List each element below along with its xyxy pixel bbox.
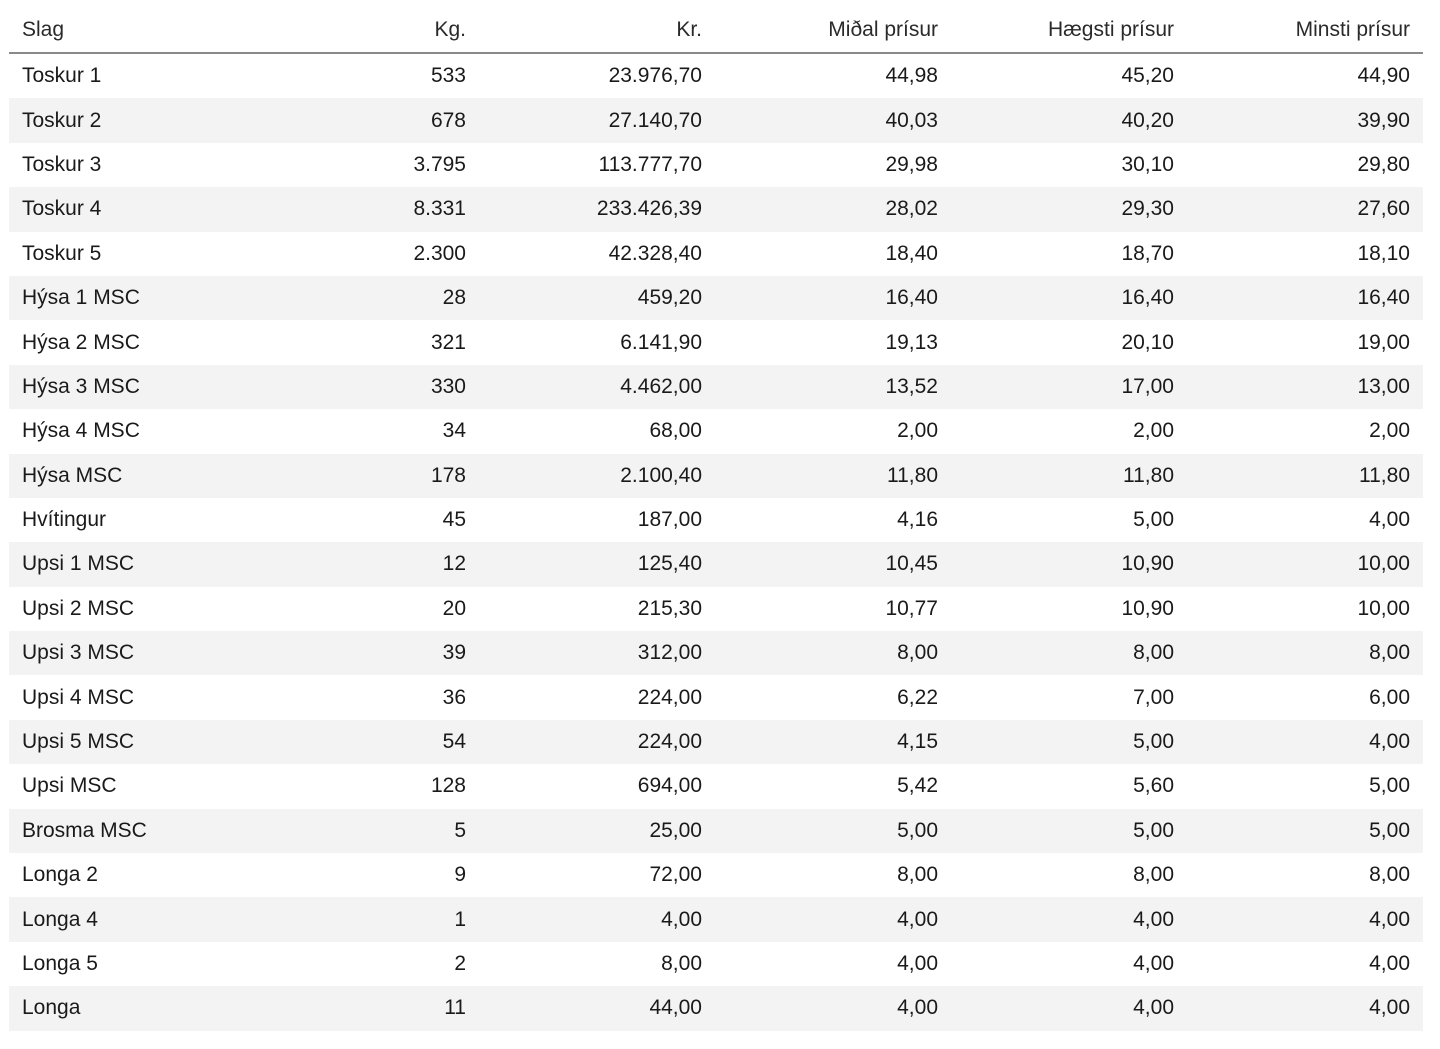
cell-haegsti-prisur: 4,00: [1133, 952, 1174, 975]
column-header-kg: Kg.: [249, 8, 479, 53]
table-header: [9, 8, 1423, 53]
cell-kr: 233.426,39: [479, 187, 715, 231]
column-header-midal-prisur: Miðal prísur: [715, 8, 951, 53]
cell-kr: 4,00: [479, 897, 715, 941]
cell-minsti-prisur: 29,80: [1357, 152, 1410, 176]
table-row: [9, 320, 1423, 364]
cell-kg: 39: [249, 631, 479, 675]
cell-kr: 215,30: [637, 596, 702, 620]
cell-kg: 45: [442, 508, 466, 532]
cell-haegsti-prisur: 5,60: [1133, 774, 1174, 798]
cell-midal-prisur: 5,00: [715, 809, 951, 853]
cell-kr: 125,40: [479, 542, 715, 586]
cell-slag: Hýsa 1 MSC: [9, 276, 249, 320]
cell-kg: 9: [454, 863, 466, 887]
cell-slag: Hýsa MSC: [9, 454, 249, 498]
cell-kg: 321: [430, 330, 466, 354]
cell-kg: 178: [249, 454, 479, 498]
cell-minsti-prisur: 8,00: [1187, 631, 1423, 675]
cell-kg: 11: [249, 986, 479, 1030]
cell-kg: 2: [454, 952, 466, 975]
cell-kr: 224,00: [479, 720, 715, 764]
cell-haegsti-prisur: 5,00: [951, 809, 1187, 853]
cell-kr: 459,20: [479, 276, 715, 320]
cell-minsti-prisur: 5,00: [1369, 774, 1410, 798]
cell-slag: Toskur 1: [22, 64, 102, 88]
cell-kg: 1: [249, 897, 479, 941]
cell-slag: Upsi 3 MSC: [9, 631, 249, 675]
cell-haegsti-prisur: 16,40: [951, 276, 1187, 320]
cell-slag: Hýsa 4 MSC: [22, 419, 140, 443]
price-table-container: [9, 8, 1423, 1031]
cell-minsti-prisur: 2,00: [1369, 419, 1410, 443]
cell-midal-prisur: 4,00: [715, 986, 951, 1030]
cell-slag: Upsi 1 MSC: [9, 542, 249, 586]
cell-kg: 34: [442, 419, 466, 443]
cell-haegsti-prisur: 2,00: [1133, 419, 1174, 443]
price-table: [9, 8, 1423, 1031]
cell-haegsti-prisur: 4,00: [951, 986, 1187, 1030]
table-row: [9, 631, 1423, 675]
cell-slag: Hvítingur: [22, 508, 107, 532]
cell-kr: 187,00: [637, 508, 702, 532]
cell-midal-prisur: 4,16: [897, 508, 938, 532]
table-row: [9, 409, 1423, 453]
table-row: [9, 942, 1423, 986]
cell-midal-prisur: 5,42: [897, 774, 938, 798]
cell-slag: Longa 5: [22, 952, 98, 975]
cell-midal-prisur: 28,02: [715, 187, 951, 231]
column-header-minsti-prisur: Minsti prísur: [1187, 8, 1423, 53]
cell-kg: 5: [249, 809, 479, 853]
cell-minsti-prisur: 44,90: [1357, 64, 1410, 88]
cell-kg: 2.300: [413, 241, 466, 265]
cell-minsti-prisur: 4,00: [1187, 897, 1423, 941]
table-row: [9, 587, 1423, 631]
cell-haegsti-prisur: 5,00: [951, 720, 1187, 764]
cell-minsti-prisur: 10,00: [1357, 596, 1410, 620]
cell-midal-prisur: 2,00: [897, 419, 938, 443]
table-row: [9, 764, 1423, 808]
table-row: [9, 986, 1423, 1030]
cell-midal-prisur: 4,15: [715, 720, 951, 764]
cell-haegsti-prisur: 7,00: [1133, 685, 1174, 709]
cell-slag: Upsi 4 MSC: [22, 685, 135, 709]
table-row: [9, 675, 1423, 719]
cell-minsti-prisur: 16,40: [1187, 276, 1423, 320]
cell-midal-prisur: 4,00: [897, 952, 938, 975]
cell-kr: 6.141,90: [620, 330, 702, 354]
cell-slag: Upsi MSC: [22, 774, 117, 798]
cell-kg: 678: [249, 98, 479, 142]
cell-haegsti-prisur: 10,90: [1121, 596, 1174, 620]
cell-kr: 27.140,70: [479, 98, 715, 142]
cell-kr: 72,00: [649, 863, 702, 887]
cell-haegsti-prisur: 29,30: [951, 187, 1187, 231]
cell-minsti-prisur: 6,00: [1369, 685, 1410, 709]
table-row: [9, 276, 1423, 320]
table-row: [9, 720, 1423, 764]
cell-kr: 2.100,40: [479, 454, 715, 498]
cell-haegsti-prisur: 30,10: [1121, 152, 1174, 176]
cell-midal-prisur: 6,22: [897, 685, 938, 709]
cell-slag: Hýsa 2 MSC: [22, 330, 140, 354]
cell-kg: 36: [442, 685, 466, 709]
cell-slag: Toskur 5: [22, 241, 102, 265]
cell-slag: Longa 4: [9, 897, 249, 941]
cell-kg: 8.331: [249, 187, 479, 231]
table-row: [9, 232, 1423, 276]
table-row: [9, 187, 1423, 231]
cell-slag: Upsi 5 MSC: [9, 720, 249, 764]
table-row: [9, 542, 1423, 586]
cell-midal-prisur: 19,13: [885, 330, 938, 354]
column-header-kr: Kr.: [479, 8, 715, 53]
cell-slag: Toskur 3: [22, 152, 102, 176]
column-header-haegsti-prisur: Hægsti prísur: [951, 8, 1187, 53]
cell-haegsti-prisur: 40,20: [951, 98, 1187, 142]
cell-haegsti-prisur: 45,20: [1121, 64, 1174, 88]
table-row: [9, 454, 1423, 498]
cell-midal-prisur: 16,40: [715, 276, 951, 320]
cell-haegsti-prisur: 18,70: [1121, 241, 1174, 265]
cell-kr: 694,00: [637, 774, 702, 798]
cell-kr: 25,00: [479, 809, 715, 853]
cell-slag: Upsi 2 MSC: [22, 596, 135, 620]
cell-kg: 20: [442, 596, 466, 620]
cell-haegsti-prisur: 4,00: [951, 897, 1187, 941]
cell-haegsti-prisur: 8,00: [1133, 863, 1174, 887]
cell-haegsti-prisur: 10,90: [951, 542, 1187, 586]
cell-midal-prisur: 40,03: [715, 98, 951, 142]
cell-minsti-prisur: 27,60: [1187, 187, 1423, 231]
cell-kg: 28: [249, 276, 479, 320]
cell-kg: 3.795: [413, 152, 466, 176]
cell-kg: 533: [430, 64, 466, 88]
table-row: [9, 897, 1423, 941]
cell-kg: 330: [249, 365, 479, 409]
cell-kr: 23.976,70: [608, 64, 702, 88]
cell-minsti-prisur: 39,90: [1187, 98, 1423, 142]
cell-haegsti-prisur: 17,00: [951, 365, 1187, 409]
cell-haegsti-prisur: 5,00: [1133, 508, 1174, 532]
cell-minsti-prisur: 13,00: [1187, 365, 1423, 409]
cell-minsti-prisur: 4,00: [1369, 952, 1410, 975]
cell-slag: Toskur 4: [9, 187, 249, 231]
cell-midal-prisur: 29,98: [885, 152, 938, 176]
cell-minsti-prisur: 4,00: [1187, 720, 1423, 764]
cell-kr: 44,00: [479, 986, 715, 1030]
header-row: [9, 8, 1423, 53]
cell-midal-prisur: 8,00: [715, 631, 951, 675]
cell-minsti-prisur: 11,80: [1187, 454, 1423, 498]
table-row: [9, 53, 1423, 98]
cell-kr: 312,00: [479, 631, 715, 675]
cell-midal-prisur: 10,77: [885, 596, 938, 620]
cell-midal-prisur: 11,80: [715, 454, 951, 498]
cell-slag: Longa: [9, 986, 249, 1030]
table-row: [9, 809, 1423, 853]
cell-kr: 68,00: [649, 419, 702, 443]
cell-minsti-prisur: 5,00: [1187, 809, 1423, 853]
cell-kr: 42.328,40: [608, 241, 702, 265]
cell-kr: 224,00: [637, 685, 702, 709]
table-row: [9, 498, 1423, 542]
cell-kg: 12: [249, 542, 479, 586]
cell-kr: 4.462,00: [479, 365, 715, 409]
table-row: [9, 143, 1423, 187]
table-row: [9, 853, 1423, 897]
cell-midal-prisur: 18,40: [885, 241, 938, 265]
cell-minsti-prisur: 4,00: [1187, 986, 1423, 1030]
table-row: [9, 365, 1423, 409]
cell-slag: Longa 2: [22, 863, 98, 887]
cell-midal-prisur: 8,00: [897, 863, 938, 887]
cell-midal-prisur: 44,98: [885, 64, 938, 88]
cell-minsti-prisur: 19,00: [1357, 330, 1410, 354]
cell-kr: 113.777,70: [598, 152, 702, 176]
cell-kg: 54: [249, 720, 479, 764]
table-body: [9, 53, 1423, 1031]
cell-midal-prisur: 10,45: [715, 542, 951, 586]
cell-minsti-prisur: 10,00: [1187, 542, 1423, 586]
cell-kg: 128: [430, 774, 466, 798]
cell-slag: Hýsa 3 MSC: [9, 365, 249, 409]
cell-minsti-prisur: 18,10: [1357, 241, 1410, 265]
cell-kr: 8,00: [661, 952, 702, 975]
cell-haegsti-prisur: 8,00: [951, 631, 1187, 675]
cell-minsti-prisur: 8,00: [1369, 863, 1410, 887]
cell-slag: Brosma MSC: [9, 809, 249, 853]
table-row: [9, 98, 1423, 142]
column-header-slag: Slag: [9, 8, 249, 53]
cell-haegsti-prisur: 20,10: [1121, 330, 1174, 354]
cell-midal-prisur: 13,52: [715, 365, 951, 409]
cell-midal-prisur: 4,00: [715, 897, 951, 941]
cell-minsti-prisur: 4,00: [1369, 508, 1410, 532]
cell-haegsti-prisur: 11,80: [951, 454, 1187, 498]
cell-slag: Toskur 2: [9, 98, 249, 142]
